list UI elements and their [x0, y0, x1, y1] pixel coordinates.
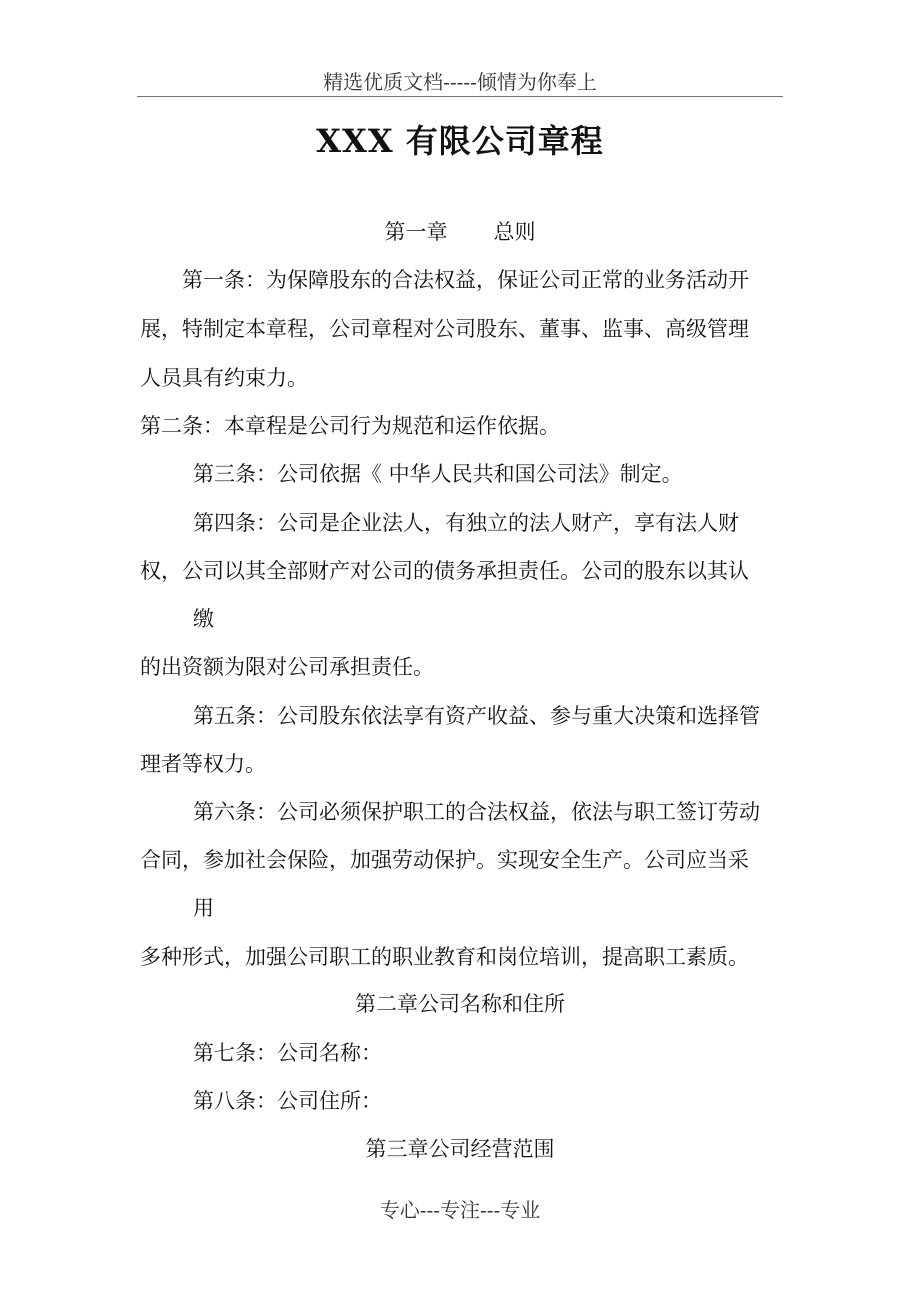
- article-6-line-4: 多种形式，加强公司职工的职业教育和岗位培训，提高职工素质。: [140, 945, 749, 969]
- article-1-line-3: 人员具有约束力。: [140, 366, 308, 390]
- article-5-line-1: 第五条：公司股东依法享有资产收益、参与重大决策和选择管: [193, 704, 760, 728]
- article-6-line-1: 第六条：公司必须保护职工的合法权益，依法与职工签订劳动: [193, 800, 760, 824]
- article-3: 第三条：公司依据《 中华人民共和国公司法》制定。: [193, 462, 683, 486]
- chapter-1-label: 第一章: [384, 220, 448, 244]
- chapter-1-name: 总则: [493, 220, 536, 244]
- article-7: 第七条：公司名称：: [193, 1041, 382, 1065]
- page-footer: 专心---专注---专业: [379, 1198, 541, 1222]
- article-1-line-2: 展，特制定本章程，公司章程对公司股东、董事、监事、高级管理: [140, 317, 749, 341]
- article-6-line-2: 合同，参加社会保险，加强劳动保护。实现安全生产。公司应当采: [140, 848, 749, 872]
- article-4-line-4: 的出资额为限对公司承担责任。: [140, 655, 434, 679]
- page-header: 精选优质文档-----倾情为你奉上: [323, 70, 597, 94]
- article-8: 第八条：公司住所：: [193, 1089, 382, 1113]
- article-5-line-2: 理者等权力。: [140, 752, 266, 776]
- article-1-line-1: 第一条：为保障股东的合法权益，保证公司正常的业务活动开: [182, 268, 749, 292]
- chapter-1-heading: [137, 218, 783, 246]
- article-6-line-3: 用: [193, 896, 214, 920]
- article-4-line-2: 权，公司以其全部财产对公司的债务承担责任。公司的股东以其认: [140, 559, 749, 583]
- article-2: 第二条：本章程是公司行为规范和运作依据。: [140, 414, 560, 438]
- article-4-line-3: 缴: [193, 607, 214, 631]
- chapter-2-heading: 第二章公司名称和住所: [355, 992, 565, 1016]
- chapter-3-heading: 第三章公司经营范围: [365, 1137, 555, 1161]
- article-4-line-1: 第四条：公司是企业法人，有独立的法人财产，享有法人财: [193, 511, 739, 535]
- header-divider: [137, 96, 783, 97]
- document-title: XXX 有限公司章程: [316, 122, 604, 160]
